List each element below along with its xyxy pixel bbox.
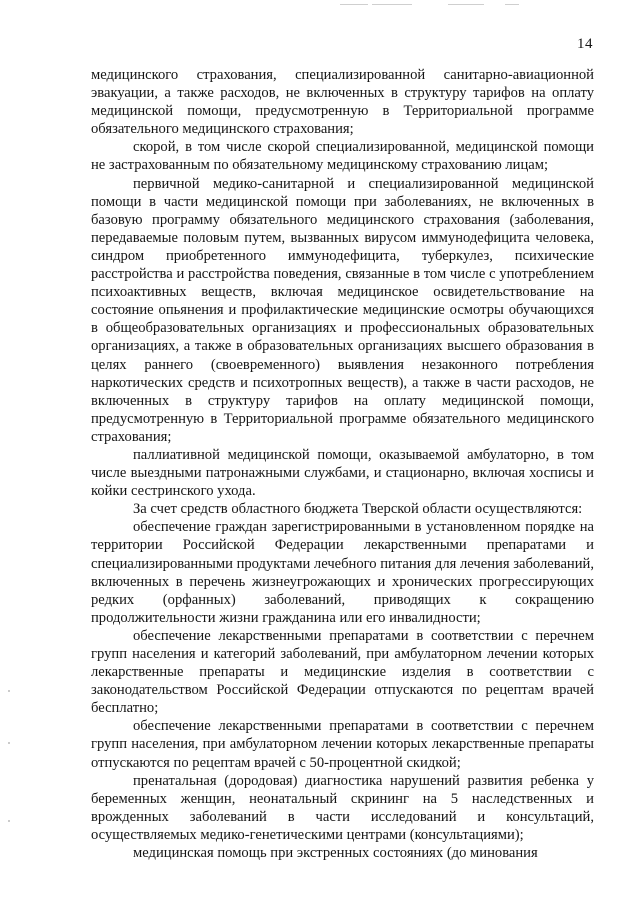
paragraph: скорой, в том числе скорой специализированной, медицинской помощи не застрахованным по обязательному медицинскому страхованию лицам; xyxy=(91,139,594,174)
scan-artifact xyxy=(448,4,484,5)
scan-speck xyxy=(8,820,10,822)
paragraph: обеспечение лекарственными препаратами в соответствии с перечнем групп населения и категорий заболеваний, при амбулаторном лечении которых лекарственные препараты и медицинские изделия в соответствии с законодательством Российской Федерации отпускаются по рецептам врачей бесплатно; xyxy=(91,627,594,717)
paragraph: обеспечение лекарственными препаратами в соответствии с перечнем групп населения, при амбулаторном лечении которых лекарственные препараты отпускаются по рецептам врачей с 50-процентной скидкой; xyxy=(91,718,594,771)
paragraph: медицинская помощь при экстренных состояниях (до минования xyxy=(133,845,538,862)
paragraph: паллиативной медицинской помощи, оказываемой амбулаторно, в том числе выездными патронажными службами, и стационарно, включая хосписы и койки сестринского ухода. xyxy=(91,446,594,500)
scan-artifact xyxy=(340,4,368,5)
scan-speck xyxy=(8,690,10,692)
scan-artifact xyxy=(372,4,412,5)
document-body xyxy=(91,66,594,862)
scan-artifact xyxy=(505,4,519,5)
paragraph: обеспечение граждан зарегистрированными в установленном порядке на территории Российской Федерации лекарственными препаратами и специализированными продуктами лечебного питания для лечения заболеваний, включенных в перечень жизнеугрожающих и хронических прогрессирующих редких (орфанных) заболеваний, приводящих к сокращению продолжительности жизни гражданина или его инвалидности; xyxy=(91,519,594,626)
paragraph: медицинского страхования, специализированной санитарно-авиационной эвакуации, а также расходов, не включенных в структуру тарифов на оплату медицинской помощи, предусмотренную в Территориальной программе обязательного медицинского страхования; xyxy=(91,67,594,138)
scan-speck xyxy=(8,742,10,744)
page-number: 14 xyxy=(577,36,593,52)
paragraph: первичной медико-санитарной и специализированной медицинской помощи в части медицинской помощи при заболеваниях, не включенных в базовую программу обязательного медицинского страхования (заболевания, передаваемые половым путем, вызванных вирусом иммунодефицита человека, синдром приобретенного иммунодефицита, туберкулез, психические расстройства и расстройства поведения, связанные в том числе с употреблением психоактивных веществ, включая медицинское освидетельствование на состояние опьянения и профилактические медицинские осмотры обучающихся в общеобразовательных организациях и профессиональных образовательных организациях, а также в образовательных организациях высшего образования в целях раннего (своевременного) выявления незаконного потребления наркотических средств и психотропных веществ), а также в части расходов, не включенных в структуру тарифов на оплату медицинской помощи, предусмотренную в Территориальной программе обязательного медицинского страхования; xyxy=(91,175,594,445)
paragraph: пренатальная (дородовая) диагностика нарушений развития ребенка у беременных женщин, неонатальный скрининг на 5 наследственных и врожденных заболеваний в части исследований и консультаций, осуществляемых медико-генетическими центрами (консультациями); xyxy=(91,772,594,843)
paragraph: За счет средств областного бюджета Тверской области осуществляются: xyxy=(133,501,583,518)
